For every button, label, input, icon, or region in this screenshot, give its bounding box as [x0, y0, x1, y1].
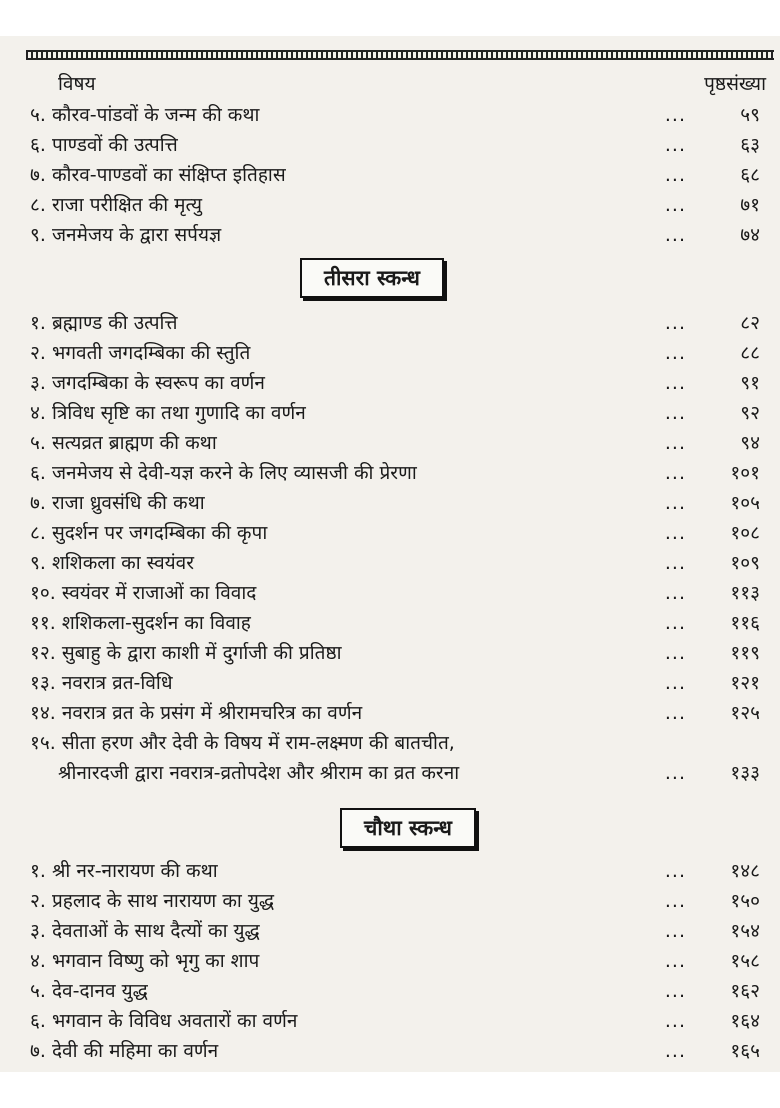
entry-title: १५. सीता हरण और देवी के विषय में राम-लक्ष्मण की बातचीत, — [30, 732, 455, 754]
entry-page: १२१ — [730, 672, 760, 694]
leader-dots: ... — [664, 890, 686, 912]
entry-title: ३. जगदम्बिका के स्वरूप का वर्णन — [30, 372, 265, 394]
toc-entry — [30, 548, 766, 578]
entry-page: १०९ — [730, 552, 760, 574]
toc-entry — [30, 638, 766, 668]
toc-entry — [30, 338, 766, 368]
toc-entry — [30, 428, 766, 458]
entry-title: ८. राजा परीक्षित की मृत्यु — [30, 194, 203, 216]
entry-title: ७. कौरव-पाण्डवों का संक्षिप्त इतिहास — [30, 164, 286, 186]
toc-entry — [30, 668, 766, 698]
subject-header: विषय — [58, 73, 96, 95]
entry-page: ११६ — [730, 612, 760, 634]
entry-page: १५८ — [730, 950, 760, 972]
section-heading-fourth: चौथा स्कन्ध — [340, 808, 476, 848]
entry-title: ८. सुदर्शन पर जगदम्बिका की कृपा — [30, 522, 268, 544]
leader-dots: ... — [664, 492, 686, 514]
leader-dots: ... — [664, 642, 686, 664]
toc-entry — [30, 518, 766, 548]
section-heading-third: तीसरा स्कन्ध — [300, 258, 444, 298]
entry-page: १६५ — [730, 1040, 760, 1062]
toc-entry — [30, 608, 766, 638]
leader-dots: ... — [664, 432, 686, 454]
leader-dots: ... — [664, 980, 686, 1002]
leader-dots: ... — [664, 582, 686, 604]
entry-page: ११३ — [730, 582, 760, 604]
leader-dots: ... — [664, 950, 686, 972]
toc-entry-two-line — [30, 728, 766, 788]
leader-dots: ... — [664, 1010, 686, 1032]
toc-entry — [30, 1036, 766, 1066]
entry-page: १६२ — [730, 980, 760, 1002]
leader-dots: ... — [664, 920, 686, 942]
entry-title: ७. देवी की महिमा का वर्णन — [30, 1040, 219, 1062]
toc-entry — [30, 368, 766, 398]
entry-page: ८८ — [740, 342, 760, 364]
entry-page: ७१ — [740, 194, 760, 216]
entry-title: १. श्री नर-नारायण की कथा — [30, 860, 218, 882]
entry-page: ९२ — [740, 402, 760, 424]
toc-entry — [30, 1006, 766, 1036]
entry-title: ४. त्रिविध सृष्टि का तथा गुणादि का वर्णन — [30, 402, 306, 424]
entry-page: ९१ — [740, 372, 760, 394]
leader-dots: ... — [664, 312, 686, 334]
leader-dots: ... — [664, 134, 686, 156]
leader-dots: ... — [664, 372, 686, 394]
toc-entry — [30, 190, 766, 220]
toc-entry — [30, 130, 766, 160]
toc-entry — [30, 220, 766, 250]
entry-title: ९. शशिकला का स्वयंवर — [30, 552, 195, 574]
leader-dots: ... — [664, 104, 686, 126]
toc-entry — [30, 398, 766, 428]
column-headers — [30, 70, 766, 98]
entry-title: ६. जनमेजय से देवी-यज्ञ करने के लिए व्यासजी की प्रेरणा — [30, 462, 417, 484]
entry-title: २. प्रहलाद के साथ नारायण का युद्ध — [30, 890, 275, 912]
leader-dots: ... — [664, 612, 686, 634]
entry-page: ६८ — [740, 164, 760, 186]
leader-dots: ... — [664, 552, 686, 574]
entry-page: ९४ — [740, 432, 760, 454]
entry-title: ९. जनमेजय के द्वारा सर्पयज्ञ — [30, 224, 222, 246]
entry-page: ११९ — [730, 642, 760, 664]
entry-title: १०. स्वयंवर में राजाओं का विवाद — [30, 582, 257, 604]
entry-page: १५४ — [730, 920, 760, 942]
toc-entry — [30, 578, 766, 608]
page-count-header: पृष्ठसंख्या — [704, 73, 766, 95]
decorative-border — [26, 50, 774, 60]
leader-dots: ... — [664, 164, 686, 186]
entry-title: १२. सुबाहु के द्वारा काशी में दुर्गाजी की प्रतिष्ठा — [30, 642, 342, 664]
leader-dots: ... — [664, 402, 686, 424]
entry-title: ५. देव-दानव युद्ध — [30, 980, 148, 1002]
toc-entry — [30, 946, 766, 976]
toc-entry — [30, 698, 766, 728]
book-page — [0, 36, 780, 1072]
leader-dots: ... — [664, 342, 686, 364]
toc-entry — [30, 916, 766, 946]
entry-page: १०५ — [730, 492, 760, 514]
entry-page: ७४ — [740, 224, 760, 246]
entry-title: ६. भगवान के विविध अवतारों का वर्णन — [30, 1010, 298, 1032]
entry-page: ६३ — [740, 134, 760, 156]
toc-entry — [30, 886, 766, 916]
entry-page: ५९ — [740, 104, 760, 126]
leader-dots: ... — [664, 194, 686, 216]
leader-dots: ... — [664, 672, 686, 694]
entry-title: ५. कौरव-पांडवों के जन्म की कथा — [30, 104, 260, 126]
toc-entry — [30, 976, 766, 1006]
toc-entry — [30, 160, 766, 190]
entry-page: १६४ — [730, 1010, 760, 1032]
leader-dots: ... — [664, 860, 686, 882]
leader-dots: ... — [664, 522, 686, 544]
entry-title: ७. राजा ध्रुवसंधि की कथा — [30, 492, 205, 514]
entry-title: २. भगवती जगदम्बिका की स्तुति — [30, 342, 251, 364]
entry-title: ११. शशिकला-सुदर्शन का विवाह — [30, 612, 251, 634]
toc-entry — [30, 458, 766, 488]
entry-page: १३३ — [730, 762, 760, 784]
entry-page: १२५ — [730, 702, 760, 724]
leader-dots: ... — [664, 1040, 686, 1062]
entry-title: ४. भगवान विष्णु को भृगु का शाप — [30, 950, 260, 972]
entry-title: १४. नवरात्र व्रत के प्रसंग में श्रीरामचरित्र का वर्णन — [30, 702, 363, 724]
toc-entry — [30, 488, 766, 518]
entry-title: ३. देवताओं के साथ दैत्यों का युद्ध — [30, 920, 260, 942]
toc-entry — [30, 100, 766, 130]
entry-page: १०८ — [730, 522, 760, 544]
entry-title-continued: श्रीनारदजी द्वारा नवरात्र-व्रतोपदेश और श्रीराम का व्रत करना — [58, 762, 460, 784]
entry-page: १५० — [730, 890, 760, 912]
entry-page: १०१ — [730, 462, 760, 484]
leader-dots: ... — [664, 462, 686, 484]
entry-title: ५. सत्यव्रत ब्राह्मण की कथा — [30, 432, 217, 454]
entry-title: १३. नवरात्र व्रत-विधि — [30, 672, 173, 694]
entry-title: ६. पाण्डवों की उत्पत्ति — [30, 134, 178, 156]
entry-page: १४८ — [730, 860, 760, 882]
leader-dots: ... — [664, 702, 686, 724]
entry-page: ८२ — [740, 312, 760, 334]
entry-title: १. ब्रह्माण्ड की उत्पत्ति — [30, 312, 178, 334]
toc-entry — [30, 308, 766, 338]
leader-dots: ... — [664, 762, 686, 784]
leader-dots: ... — [664, 224, 686, 246]
toc-entry — [30, 856, 766, 886]
